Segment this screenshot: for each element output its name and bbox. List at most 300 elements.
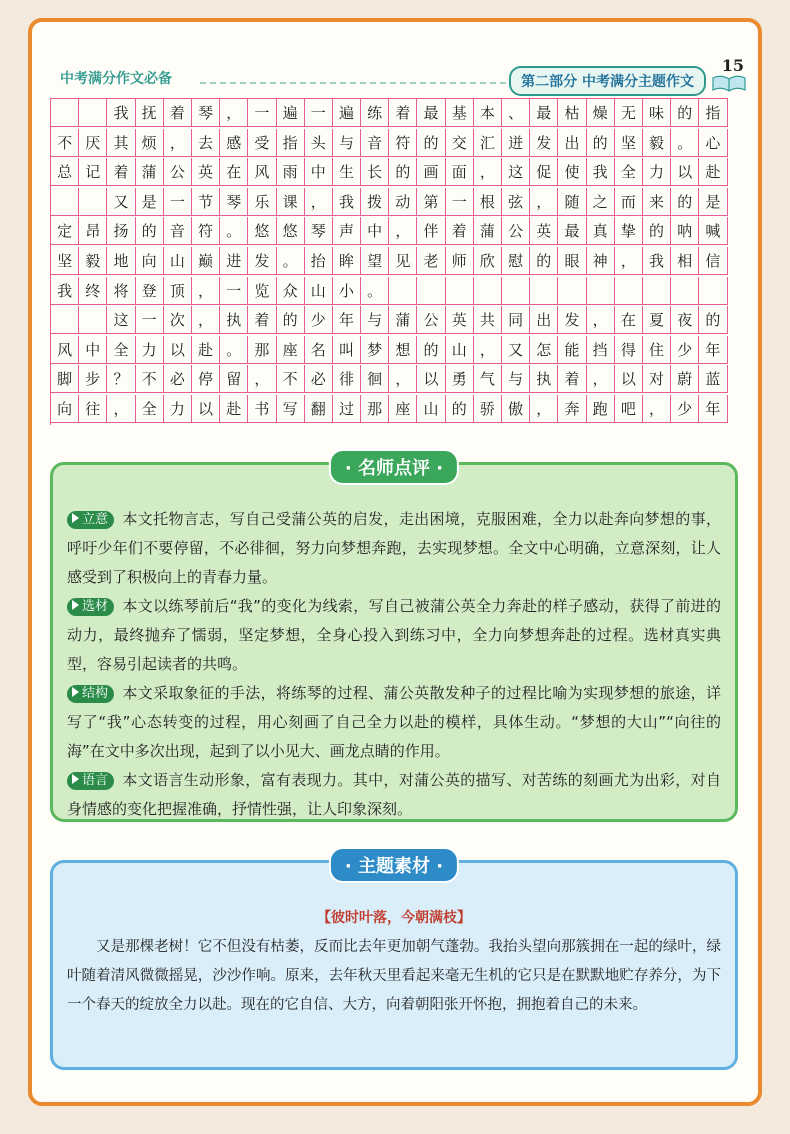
grid-cell: 以 xyxy=(164,336,192,364)
grid-cell: 指 xyxy=(277,129,305,157)
grid-cell: ， xyxy=(615,247,643,275)
grid-cell: 蒲 xyxy=(389,306,417,334)
grid-cell: 发 xyxy=(248,247,276,275)
grid-cell: 我 xyxy=(587,158,615,186)
grid-cell: 执 xyxy=(530,365,558,393)
review-title: · 名师点评 · xyxy=(329,449,459,485)
grid-cell: 而 xyxy=(615,188,643,216)
grid-cell: 夏 xyxy=(643,306,671,334)
page-header xyxy=(50,56,746,96)
grid-cell: 之 xyxy=(587,188,615,216)
grid-cell: 以 xyxy=(615,365,643,393)
grid-cell: 的 xyxy=(417,129,445,157)
grid-cell: 终 xyxy=(79,277,107,305)
grid-cell: 一 xyxy=(305,99,333,127)
grid-cell: 气 xyxy=(474,365,502,393)
grid-cell: 将 xyxy=(107,277,135,305)
grid-cell: 以 xyxy=(417,365,445,393)
grid-cell: 少 xyxy=(671,395,699,423)
grid-cell: 写 xyxy=(277,395,305,423)
grid-cell: 挡 xyxy=(587,336,615,364)
grid-cell: 徊 xyxy=(361,365,389,393)
play-icon xyxy=(72,687,79,697)
grid-cell: 扬 xyxy=(107,217,135,245)
grid-cell: 是 xyxy=(699,188,727,216)
grid-cell: 风 xyxy=(248,158,276,186)
grid-cell: ， xyxy=(192,277,220,305)
grid-cell xyxy=(474,277,502,305)
grid-cell: 蓝 xyxy=(699,365,727,393)
grid-cell: 英 xyxy=(192,158,220,186)
grid-cell: 指 xyxy=(699,99,727,127)
grid-cell: 顶 xyxy=(164,277,192,305)
grid-cell: 无 xyxy=(615,99,643,127)
material-subtitle: 【彼时叶落，今朝满枝】 xyxy=(317,910,471,926)
grid-cell: 去 xyxy=(192,129,220,157)
grid-cell: ， xyxy=(389,365,417,393)
grid-cell: ， xyxy=(389,217,417,245)
grid-cell: 根 xyxy=(474,188,502,216)
grid-cell: 昂 xyxy=(79,217,107,245)
grid-cell: 声 xyxy=(333,217,361,245)
grid-cell: ？ xyxy=(107,365,135,393)
grid-cell: 与 xyxy=(502,365,530,393)
tag-badge: 立意 xyxy=(67,511,114,529)
grid-cell: 琴 xyxy=(305,217,333,245)
grid-row xyxy=(51,217,728,245)
grid-cell: 跑 xyxy=(587,395,615,423)
grid-cell: 骄 xyxy=(474,395,502,423)
grid-cell xyxy=(51,306,79,334)
grid-cell: ， xyxy=(587,365,615,393)
grid-row xyxy=(51,277,728,305)
grid-cell: 勇 xyxy=(446,365,474,393)
grid-cell: 随 xyxy=(558,188,586,216)
grid-row xyxy=(51,365,728,393)
grid-cell: 全 xyxy=(107,336,135,364)
grid-cell: 燥 xyxy=(587,99,615,127)
grid-cell: 的 xyxy=(671,188,699,216)
essay-grid xyxy=(50,98,728,425)
grid-cell: 练 xyxy=(361,99,389,127)
grid-cell: 是 xyxy=(136,188,164,216)
grid-cell: 梦 xyxy=(361,336,389,364)
grid-cell: 力 xyxy=(643,158,671,186)
grid-cell: 符 xyxy=(192,217,220,245)
grid-cell: 的 xyxy=(136,217,164,245)
grid-cell: 伴 xyxy=(417,217,445,245)
grid-cell xyxy=(79,306,107,334)
grid-cell: 画 xyxy=(417,158,445,186)
grid-cell: 喊 xyxy=(699,217,727,245)
review-text: 本文采取象征的手法，将练琴的过程、蒲公英散发种子的过程比喻为实现梦想的旅途，详写了“我”心态转变的过程，用心刻画了自己全力以赴的模样，具体生动。“梦想的大山”“向往的海”在文中多次出现，起到了以小见大、画龙点睛的作用。 xyxy=(67,684,721,760)
grid-cell: 傲 xyxy=(502,395,530,423)
grid-cell xyxy=(587,277,615,305)
grid-cell: 不 xyxy=(136,365,164,393)
grid-cell xyxy=(51,99,79,127)
grid-cell: 符 xyxy=(389,129,417,157)
grid-row xyxy=(51,129,728,157)
grid-cell: 汇 xyxy=(474,129,502,157)
grid-cell: ， xyxy=(530,188,558,216)
grid-cell: 着 xyxy=(107,158,135,186)
grid-cell: 第 xyxy=(417,188,445,216)
grid-cell: 与 xyxy=(361,306,389,334)
grid-cell: 着 xyxy=(248,306,276,334)
grid-cell: 。 xyxy=(361,277,389,305)
grid-cell: 又 xyxy=(107,188,135,216)
grid-cell: 课 xyxy=(277,188,305,216)
grid-cell: 节 xyxy=(192,188,220,216)
review-item-structure xyxy=(67,679,721,766)
grid-cell: 一 xyxy=(164,188,192,216)
grid-cell: ， xyxy=(530,395,558,423)
tag-badge: 结构 xyxy=(67,685,114,703)
grid-cell: ， xyxy=(474,336,502,364)
grid-cell: 风 xyxy=(51,336,79,364)
grid-row xyxy=(51,158,728,186)
grid-cell: 抚 xyxy=(136,99,164,127)
grid-cell: 一 xyxy=(248,99,276,127)
grid-cell: 山 xyxy=(164,247,192,275)
grid-row xyxy=(51,306,728,334)
grid-cell: 味 xyxy=(643,99,671,127)
grid-cell: 的 xyxy=(643,217,671,245)
grid-cell: 停 xyxy=(192,365,220,393)
grid-cell: 促 xyxy=(530,158,558,186)
grid-cell: 遍 xyxy=(277,99,305,127)
grid-cell: 夜 xyxy=(671,306,699,334)
grid-cell: 的 xyxy=(587,129,615,157)
grid-cell: 坚 xyxy=(51,247,79,275)
review-item-language xyxy=(67,766,721,824)
grid-cell: 与 xyxy=(333,129,361,157)
grid-cell: 的 xyxy=(446,395,474,423)
grid-row xyxy=(51,395,728,423)
grid-cell: 那 xyxy=(361,395,389,423)
grid-cell: 登 xyxy=(136,277,164,305)
page-number: 15 xyxy=(721,56,744,75)
grid-cell: 座 xyxy=(389,395,417,423)
grid-cell: 进 xyxy=(220,247,248,275)
grid-cell: 必 xyxy=(305,365,333,393)
grid-cell: 不 xyxy=(277,365,305,393)
grid-cell: 留 xyxy=(220,365,248,393)
grid-cell: 步 xyxy=(79,365,107,393)
grid-cell: 最 xyxy=(558,217,586,245)
grid-cell: 不 xyxy=(51,129,79,157)
grid-cell: 执 xyxy=(220,306,248,334)
grid-cell: 老 xyxy=(417,247,445,275)
tag-badge: 语言 xyxy=(67,772,114,790)
grid-cell: 小 xyxy=(333,277,361,305)
grid-cell: 那 xyxy=(248,336,276,364)
grid-cell xyxy=(699,277,727,305)
grid-cell: 的 xyxy=(417,336,445,364)
grid-cell: ， xyxy=(220,99,248,127)
grid-cell: 在 xyxy=(615,306,643,334)
grid-cell xyxy=(79,188,107,216)
section-title: 第二部分 中考满分主题作文 xyxy=(509,66,706,96)
grid-cell: 全 xyxy=(136,395,164,423)
grid-row xyxy=(51,336,728,364)
grid-cell xyxy=(530,277,558,305)
grid-cell: 的 xyxy=(530,247,558,275)
grid-cell: 眼 xyxy=(558,247,586,275)
grid-cell xyxy=(502,277,530,305)
grid-cell: 。 xyxy=(220,217,248,245)
grid-cell xyxy=(417,277,445,305)
grid-cell: 力 xyxy=(136,336,164,364)
grid-cell: 全 xyxy=(615,158,643,186)
grid-cell: ， xyxy=(107,395,135,423)
grid-cell: 神 xyxy=(587,247,615,275)
grid-cell: 在 xyxy=(220,158,248,186)
grid-cell: 琴 xyxy=(192,99,220,127)
grid-cell: 一 xyxy=(220,277,248,305)
grid-cell: ， xyxy=(474,158,502,186)
grid-cell: 厌 xyxy=(79,129,107,157)
grid-cell: 受 xyxy=(248,129,276,157)
grid-cell: 本 xyxy=(474,99,502,127)
grid-row xyxy=(51,247,728,275)
grid-cell: 蒲 xyxy=(474,217,502,245)
grid-cell: 吧 xyxy=(615,395,643,423)
grid-cell: 往 xyxy=(79,395,107,423)
grid-cell: ， xyxy=(192,306,220,334)
grid-cell: 毅 xyxy=(643,129,671,157)
grid-cell: 最 xyxy=(417,99,445,127)
grid-cell: 坚 xyxy=(615,129,643,157)
review-text: 本文托物言志，写自己受蒲公英的启发，走出困境，克服困难，全力以赴奔向梦想的事，呼吁少年们不要停留，不必徘徊，努力向梦想奔跑，去实现梦想。全文中心明确，立意深刻，让人感受到了积极向上的青春力量。 xyxy=(67,510,721,586)
grid-cell: 我 xyxy=(333,188,361,216)
grid-cell: ， xyxy=(248,365,276,393)
review-item-material xyxy=(67,592,721,679)
grid-cell: ， xyxy=(643,395,671,423)
grid-cell: 向 xyxy=(51,395,79,423)
grid-cell: 发 xyxy=(558,306,586,334)
grid-cell: 书 xyxy=(248,395,276,423)
grid-cell: 少 xyxy=(305,306,333,334)
grid-cell: 呐 xyxy=(671,217,699,245)
material-title: · 主题素材 · xyxy=(329,847,459,883)
grid-cell xyxy=(615,277,643,305)
page-frame xyxy=(28,18,762,1106)
grid-cell: 徘 xyxy=(333,365,361,393)
grid-cell: 得 xyxy=(615,336,643,364)
grid-cell: 以 xyxy=(192,395,220,423)
grid-cell: 来 xyxy=(643,188,671,216)
grid-cell: 年 xyxy=(699,336,727,364)
grid-cell: 悠 xyxy=(248,217,276,245)
grid-cell xyxy=(643,277,671,305)
grid-cell: 公 xyxy=(417,306,445,334)
grid-cell: 同 xyxy=(502,306,530,334)
grid-cell: 迸 xyxy=(502,129,530,157)
material-panel xyxy=(50,856,738,1070)
grid-cell: 力 xyxy=(164,395,192,423)
grid-cell: 的 xyxy=(389,158,417,186)
grid-cell: ， xyxy=(164,129,192,157)
grid-cell: 少 xyxy=(671,336,699,364)
grid-cell: 我 xyxy=(107,99,135,127)
grid-cell: 使 xyxy=(558,158,586,186)
grid-cell: 面 xyxy=(446,158,474,186)
grid-cell: 琴 xyxy=(220,188,248,216)
grid-cell: 动 xyxy=(389,188,417,216)
grid-cell: 真 xyxy=(587,217,615,245)
grid-cell: 音 xyxy=(361,129,389,157)
review-item-theme xyxy=(67,505,721,592)
grid-cell: 交 xyxy=(446,129,474,157)
grid-cell: 最 xyxy=(530,99,558,127)
grid-cell: 头 xyxy=(305,129,333,157)
grid-cell: 年 xyxy=(333,306,361,334)
grid-cell: 山 xyxy=(446,336,474,364)
grid-cell: 众 xyxy=(277,277,305,305)
play-icon xyxy=(72,513,79,523)
grid-cell: 山 xyxy=(305,277,333,305)
grid-cell: 、 xyxy=(502,99,530,127)
grid-cell: 挚 xyxy=(615,217,643,245)
grid-cell: 共 xyxy=(474,306,502,334)
grid-cell: 信 xyxy=(699,247,727,275)
grid-cell: 慰 xyxy=(502,247,530,275)
grid-cell: 遍 xyxy=(333,99,361,127)
grid-cell: ， xyxy=(305,188,333,216)
grid-cell: 感 xyxy=(220,129,248,157)
grid-cell: 抬 xyxy=(305,247,333,275)
grid-cell: 叫 xyxy=(333,336,361,364)
grid-cell: 蔚 xyxy=(671,365,699,393)
grid-cell: 英 xyxy=(530,217,558,245)
grid-cell: 烦 xyxy=(136,129,164,157)
grid-cell: 枯 xyxy=(558,99,586,127)
grid-cell: 一 xyxy=(136,306,164,334)
grid-cell: 对 xyxy=(643,365,671,393)
grid-cell: 师 xyxy=(446,247,474,275)
grid-cell: 欣 xyxy=(474,247,502,275)
grid-cell: 的 xyxy=(699,306,727,334)
grid-cell: 着 xyxy=(446,217,474,245)
grid-cell: 音 xyxy=(164,217,192,245)
open-book-icon xyxy=(712,74,746,92)
grid-cell: 地 xyxy=(107,247,135,275)
grid-cell: 这 xyxy=(502,158,530,186)
grid-cell: ， xyxy=(587,306,615,334)
grid-cell: 怎 xyxy=(530,336,558,364)
grid-cell: 奔 xyxy=(558,395,586,423)
grid-cell: 中 xyxy=(79,336,107,364)
grid-cell: 我 xyxy=(51,277,79,305)
grid-cell: 公 xyxy=(164,158,192,186)
grid-cell: 眸 xyxy=(333,247,361,275)
grid-cell: 其 xyxy=(107,129,135,157)
grid-cell: 年 xyxy=(699,395,727,423)
grid-cell: 赴 xyxy=(220,395,248,423)
grid-cell: 。 xyxy=(277,247,305,275)
play-icon xyxy=(72,600,79,610)
grid-cell: 能 xyxy=(558,336,586,364)
grid-cell: 想 xyxy=(389,336,417,364)
grid-cell: 乐 xyxy=(248,188,276,216)
grid-cell: 脚 xyxy=(51,365,79,393)
grid-cell: 我 xyxy=(643,247,671,275)
grid-cell: 出 xyxy=(530,306,558,334)
grid-cell: 拨 xyxy=(361,188,389,216)
grid-cell: 出 xyxy=(558,129,586,157)
grid-cell: 见 xyxy=(389,247,417,275)
grid-cell: 过 xyxy=(333,395,361,423)
grid-cell xyxy=(446,277,474,305)
grid-cell: 着 xyxy=(164,99,192,127)
grid-cell: 中 xyxy=(361,217,389,245)
book-title: 中考满分作文必备 xyxy=(60,71,172,87)
grid-cell: 中 xyxy=(305,158,333,186)
review-panel xyxy=(50,458,738,822)
grid-cell: 住 xyxy=(643,336,671,364)
grid-cell: 雨 xyxy=(277,158,305,186)
grid-cell: 记 xyxy=(79,158,107,186)
grid-cell: 次 xyxy=(164,306,192,334)
grid-cell: 总 xyxy=(51,158,79,186)
grid-cell: 名 xyxy=(305,336,333,364)
grid-cell: 基 xyxy=(446,99,474,127)
grid-cell: 发 xyxy=(530,129,558,157)
grid-cell: 向 xyxy=(136,247,164,275)
grid-cell: 毅 xyxy=(79,247,107,275)
grid-row xyxy=(51,188,728,216)
grid-cell: 生 xyxy=(333,158,361,186)
grid-cell: 览 xyxy=(248,277,276,305)
grid-cell: 定 xyxy=(51,217,79,245)
review-text: 本文语言生动形象，富有表现力。其中，对蒲公英的描写、对苦练的刻画尤为出彩，对自身情感的变化把握准确，抒情性强，让人印象深刻。 xyxy=(67,771,721,818)
grid-cell: 公 xyxy=(502,217,530,245)
grid-cell: 翻 xyxy=(305,395,333,423)
grid-cell: 着 xyxy=(558,365,586,393)
grid-row xyxy=(51,99,728,127)
grid-cell: 着 xyxy=(389,99,417,127)
grid-cell: 赴 xyxy=(699,158,727,186)
grid-cell: 以 xyxy=(671,158,699,186)
grid-cell: 悠 xyxy=(277,217,305,245)
grid-cell: 弦 xyxy=(502,188,530,216)
grid-cell: 座 xyxy=(277,336,305,364)
grid-cell: 长 xyxy=(361,158,389,186)
grid-cell: 相 xyxy=(671,247,699,275)
grid-cell: 的 xyxy=(671,99,699,127)
grid-cell: 山 xyxy=(417,395,445,423)
grid-cell: 赴 xyxy=(192,336,220,364)
grid-cell: 。 xyxy=(220,336,248,364)
grid-cell xyxy=(51,188,79,216)
grid-cell: 心 xyxy=(699,129,727,157)
grid-cell xyxy=(671,277,699,305)
review-text: 本文以练琴前后“我”的变化为线索，写自己被蒲公英全力奔赴的样子感动，获得了前进的动力，最终抛弃了懦弱，坚定梦想，全身心投入到练习中，全力向梦想奔赴的过程。选材真实典型，容易引起读者的共鸣。 xyxy=(67,597,721,673)
grid-cell: 英 xyxy=(446,306,474,334)
grid-cell: 巅 xyxy=(192,247,220,275)
grid-cell xyxy=(389,277,417,305)
grid-cell: 一 xyxy=(446,188,474,216)
grid-cell: 的 xyxy=(277,306,305,334)
play-icon xyxy=(72,774,79,784)
grid-cell xyxy=(558,277,586,305)
grid-cell: 蒲 xyxy=(136,158,164,186)
grid-cell: 这 xyxy=(107,306,135,334)
tag-badge: 选材 xyxy=(67,598,114,616)
grid-cell xyxy=(79,99,107,127)
grid-cell: 必 xyxy=(164,365,192,393)
